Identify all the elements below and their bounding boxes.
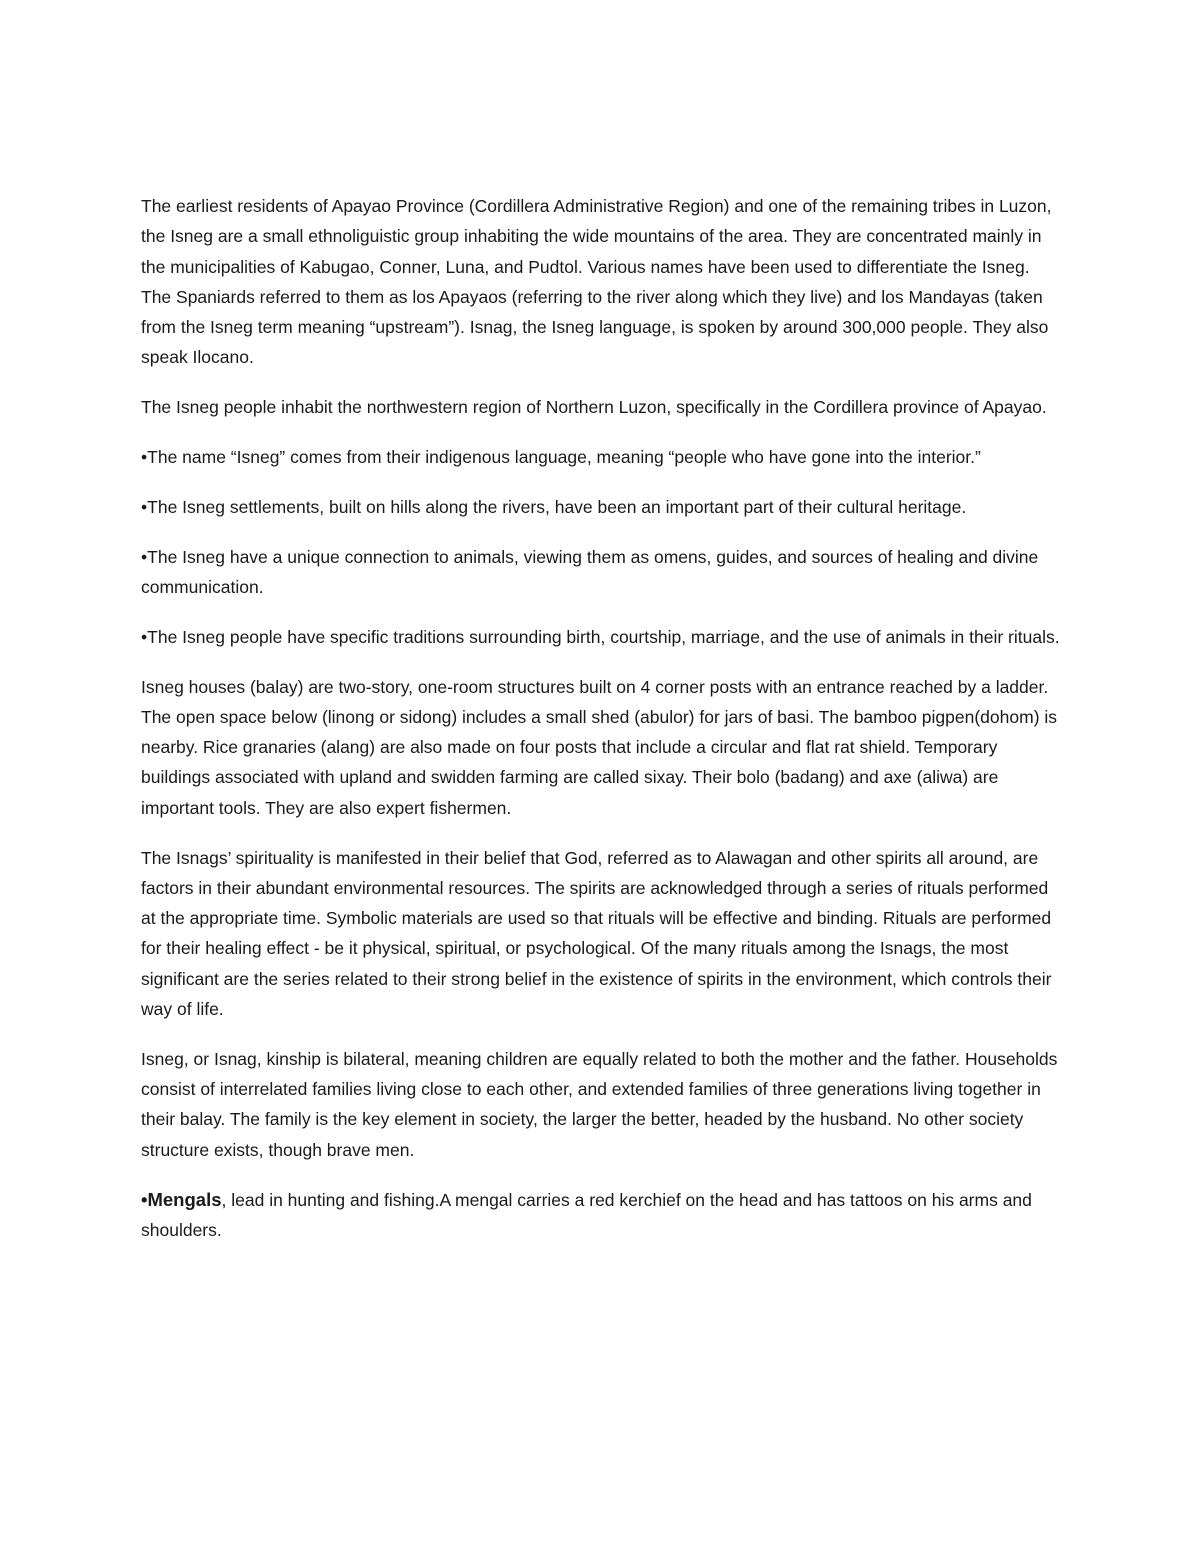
bullet-symbol: • [141, 447, 148, 468]
bullet-item-settlements [141, 492, 1063, 522]
bullet-item-name-origin [141, 442, 1063, 472]
bullet-symbol: • [141, 1188, 148, 1210]
mengals-term: Mengals [147, 1188, 222, 1210]
intro-paragraph: The earliest residents of Apayao Province (Cordillera Administrative Region) and one of the remaining tribes in Luzon, the Isneg are a small ethnoliguistic group inhabiting the wide mountains of the area. They are concentrated mainly in the municipalities of Kabugao, Conner, Luna, and Pudtol. Various names have been used to differentiate the Isneg. The Spaniards referred to them as los Apayaos (referring to the river along which they live) and los Mandayas (taken from the Isneg term meaning “upstream”). Isnag, the Isneg language, is spoken by around 300,000 people. They also speak Ilocano. [141, 196, 1052, 368]
bullet-text: The Isneg have a unique connection to animals, viewing them as omens, guides, and sources of healing and divine communication. [141, 546, 1039, 597]
bullet-symbol: • [141, 546, 148, 567]
bullet-item-animals [141, 542, 1063, 603]
bullet-text: The Isneg settlements, built on hills along the rivers, have been an important part of their cultural heritage. [147, 496, 967, 517]
houses-paragraph: Isneg houses (balay) are two-story, one-room structures built on 4 corner posts with an entrance reached by a ladder. The open space below (linong or sidong) includes a small shed (abulor) for jars of basi. The bamboo pigpen(dohom) is nearby. Rice granaries (alang) are also made on four posts that include a circular and flat rat shield. Temporary buildings associated with upland and swidden farming are called sixay. Their bolo (badang) and axe (aliwa) are important tools. They are also expert fishermen. [141, 676, 1058, 818]
bullet-text: The Isneg people have specific traditions surrounding birth, courtship, marriage, and the use of animals in their rituals. [147, 626, 1060, 647]
bullet-text: The name “Isneg” comes from their indigenous language, meaning “people who have gone into the interior.” [147, 447, 981, 468]
bullet-symbol: • [141, 626, 148, 647]
kinship-paragraph: Isneg, or Isnag, kinship is bilateral, meaning children are equally related to both the mother and the father. Households consist of interrelated families living close to each other, and extended families of three generations living together in their balay. The family is the key element in society, the larger the better, headed by the husband. No other society structure exists, though brave men. [141, 1048, 1058, 1160]
bullet-symbol: • [141, 496, 148, 517]
bullet-item-mengals [141, 1185, 1063, 1246]
mengals-text: , lead in hunting and fishing.A mengal carries a red kerchief on the head and has tattoos on his arms and shoulders. [141, 1189, 1032, 1240]
bullet-item-traditions [141, 622, 1063, 652]
spirituality-paragraph: The Isnags’ spirituality is manifested in their belief that God, referred as to Alawagan and other spirits all around, are factors in their abundant environmental resources. The spirits are acknowledged through a series of rituals performed at the appropriate time. Symbolic materials are used so that rituals will be effective and binding. Rituals are performed for their healing effect - be it physical, spiritual, or psychological. Of the many rituals among the Isnags, the most significant are the series related to their strong belief in the existence of spirits in the environment, which controls their way of life. [141, 847, 1052, 1020]
location-paragraph: The Isneg people inhabit the northwestern region of Northern Luzon, specifically in the Cordillera province of Apayao. [141, 397, 1047, 418]
document-body [141, 191, 1063, 1265]
